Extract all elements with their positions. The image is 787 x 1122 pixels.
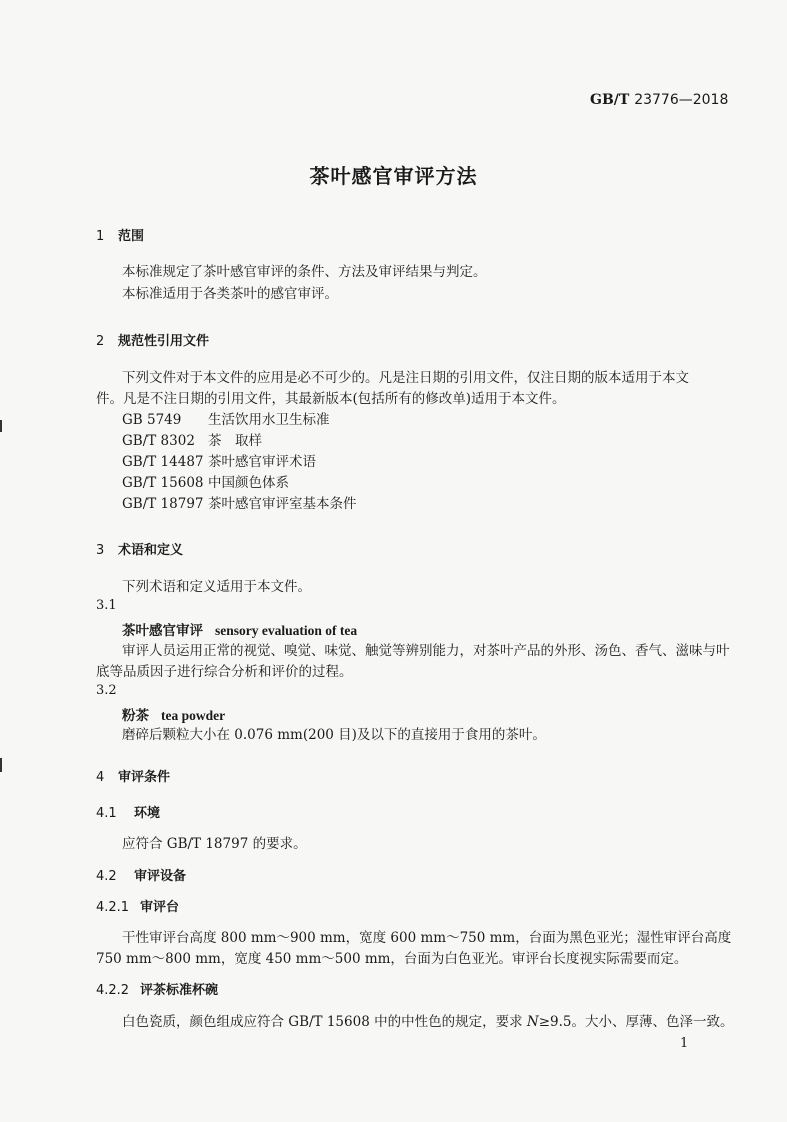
reference-item [122,431,262,451]
section-title: 环境 [134,806,161,821]
term-number: 3.1 [96,598,117,613]
section-title: 范围 [118,229,145,244]
paragraph: 本标准规定了茶叶感官审评的条件、方法及审评结果与判定。 [122,264,487,280]
term-entry [122,704,225,724]
subsection-4-1-heading [96,802,160,821]
reference-title: 生活饮用水卫生标准 [208,412,330,428]
reference-item [122,494,357,514]
section-title: 审评台 [140,900,180,915]
section-number: 4.1 [96,806,117,821]
reference-code: GB/T 18797 [122,496,204,512]
term-definition: 磨碎后颗粒大小在 0.076 mm(200 目)及以下的直接用于食用的茶叶。 [122,727,546,743]
subsection-4-2-1-heading [96,896,179,915]
term-entry [122,619,357,639]
reference-code: GB/T 8302 [122,433,195,449]
section-3-heading [96,539,183,558]
scan-edge-mark [0,420,2,432]
section-title: 审评条件 [118,770,171,785]
paragraph: 下列术语和定义适用于本文件。 [122,579,311,595]
scan-edge-mark [0,758,2,772]
term-number: 3.2 [96,683,117,698]
paragraph: 件。凡是不注日期的引用文件，其最新版本(包括所有的修改单)适用于本文件。 [96,391,566,407]
standard-number [590,92,728,108]
term-english: tea powder [161,708,226,723]
section-4-heading [96,766,170,785]
reference-item [122,473,289,493]
section-number: 2 [96,334,105,349]
section-1-heading [96,225,144,244]
section-number: 4.2.2 [96,983,130,998]
section-number: 4.2.1 [96,900,130,915]
reference-item [122,452,316,472]
page-number: 1 [680,1036,689,1051]
section-number: 3 [96,543,105,558]
paragraph: 本标准适用于各类茶叶的感官审评。 [122,286,338,302]
term-chinese: 茶叶感官审评 [122,623,203,639]
standard-code: 23776—2018 [634,92,729,108]
reference-title: 茶 取样 [208,433,262,449]
section-number: 4.2 [96,869,117,884]
reference-title: 中国颜色体系 [208,475,289,491]
term-english: sensory evaluation of tea [215,623,358,638]
reference-title: 茶叶感官审评术语 [208,454,316,470]
term-chinese: 粉茶 [122,708,149,724]
term-definition: 审评人员运用正常的视觉、嗅觉、味觉、触觉等辨别能力，对茶叶产品的外形、汤色、香气、滋味与叶 [122,643,730,659]
paragraph: 干性审评台高度 800 mm～900 mm，宽度 600 mm～750 mm，台面为黑色亚光；湿性审评台高度 [122,930,732,946]
paragraph: 下列文件对于本文件的应用是必不可少的。凡是注日期的引用文件，仅注日期的版本适用于本文 [122,370,689,386]
paragraph: 应符合 GB/T 18797 的要求。 [122,836,307,852]
document-title: 茶叶感官审评方法 [309,164,478,188]
term-definition: 底等品质因子进行综合分析和评价的过程。 [96,664,353,680]
reference-code: GB 5749 [122,412,182,428]
text-run: 白色瓷质，颜色组成应符合 GB/T 15608 中的中性色的规定，要求 [122,1014,527,1030]
reference-title: 茶叶感官审评室基本条件 [208,496,357,512]
section-number: 1 [96,229,105,244]
section-2-heading [96,330,209,349]
reference-code: GB/T 14487 [122,454,204,470]
section-title: 审评设备 [134,869,187,884]
paragraph [122,1012,733,1032]
paragraph: 750 mm～800 mm，宽度 450 mm～500 mm，台面为白色亚光。审评台长度视实际需要而定。 [96,951,688,967]
text-run: ≥9.5。大小、厚薄、色泽一致。 [538,1014,734,1030]
reference-item [122,410,330,430]
subsection-4-2-heading [96,865,186,884]
reference-code: GB/T 15608 [122,475,204,491]
section-title: 规范性引用文件 [118,334,210,349]
section-title: 术语和定义 [118,543,184,558]
variable-n: N [526,1014,539,1030]
standard-prefix: GB/T [590,92,630,108]
section-number: 4 [96,770,105,785]
subsection-4-2-2-heading [96,979,218,998]
section-title: 评茶标准杯碗 [140,983,219,998]
